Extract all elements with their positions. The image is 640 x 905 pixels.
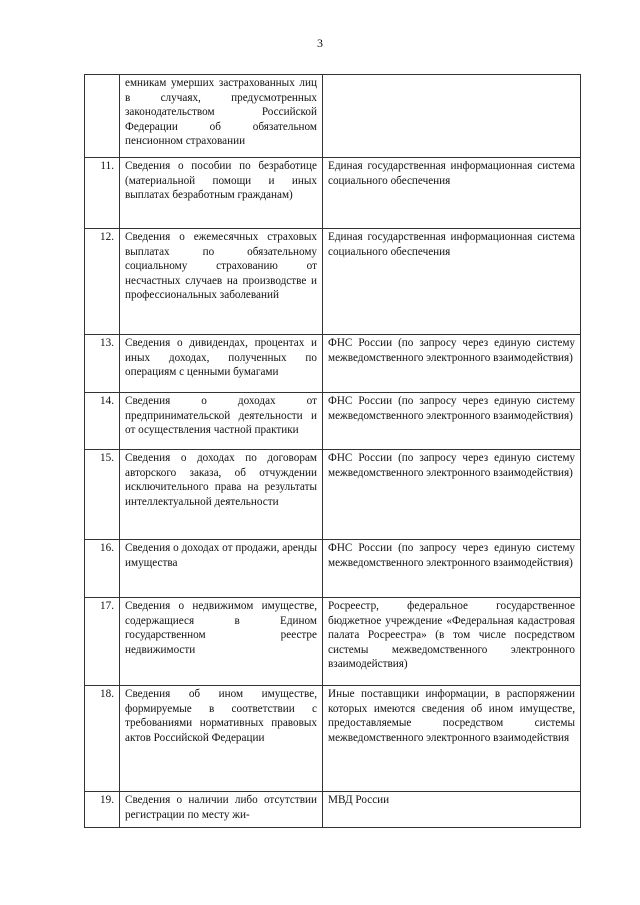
table-row (85, 540, 581, 598)
info-cell: Сведения о доходах по договорам авторского заказа, об отчуждении исключительного права на результаты интеллектуальной деятельности (120, 450, 323, 540)
source-cell (323, 75, 581, 158)
row-number: 19. (85, 792, 120, 828)
table-row (85, 158, 581, 229)
info-cell: Сведения о наличии либо отсутствии регистрации по месту жи- (120, 792, 323, 828)
table-row (85, 393, 581, 450)
info-cell: Сведения о доходах от продажи, аренды имущества (120, 540, 323, 598)
source-cell: Росреестр, федеральное государственное бюджетное учреждение «Федеральная кадастровая палата Росреестра» (в том числе посредством системы межведомственного электронного взаимодействия) (323, 598, 581, 686)
table-row (85, 686, 581, 792)
document-table (84, 74, 581, 828)
table-row (85, 75, 581, 158)
source-cell: ФНС России (по запросу через единую систему межведомственного электронного взаимодействия) (323, 450, 581, 540)
info-cell: Сведения о пособии по безработице (материальной помощи и иных выплатах безработным гражданам) (120, 158, 323, 229)
source-cell: Единая государственная информационная система социального обеспечения (323, 158, 581, 229)
source-cell: Иные поставщики информации, в распоряжении которых имеются сведения об ином имуществе, предоставляемые посредством системы межведомственного электронного взаимодействия (323, 686, 581, 792)
table-row (85, 229, 581, 335)
row-number: 18. (85, 686, 120, 792)
row-number: 12. (85, 229, 120, 335)
info-cell: Сведения о доходах от предпринимательской деятельности и от осуществления частной практики (120, 393, 323, 450)
info-cell: Сведения о недвижимом имуществе, содержащиеся в Едином государственном реестре недвижимости (120, 598, 323, 686)
row-number: 16. (85, 540, 120, 598)
info-cell: Сведения о ежемесячных страховых выплатах по обязательному социальному страхованию от несчастных случаев на производстве и профессиональных заболеваний (120, 229, 323, 335)
table-row (85, 335, 581, 393)
row-number (85, 75, 120, 158)
source-cell: МВД России (323, 792, 581, 828)
row-number: 15. (85, 450, 120, 540)
row-number: 17. (85, 598, 120, 686)
source-cell: Единая государственная информационная система социального обеспечения (323, 229, 581, 335)
source-cell: ФНС России (по запросу через единую систему межведомственного электронного взаимодействия) (323, 393, 581, 450)
source-cell: ФНС России (по запросу через единую систему межведомственного электронного взаимодействия) (323, 335, 581, 393)
table-row (85, 792, 581, 828)
table-row (85, 450, 581, 540)
info-cell: Сведения об ином имуществе, формируемые в соответствии с требованиями нормативных правовых актов Российской Федерации (120, 686, 323, 792)
info-cell: емникам умерших застрахованных лиц в случаях, предусмотренных законодательством Российской Федерации об обязательном пенсионном страховании (120, 75, 323, 158)
row-number: 13. (85, 335, 120, 393)
source-cell: ФНС России (по запросу через единую систему межведомственного электронного взаимодействия) (323, 540, 581, 598)
table-row (85, 598, 581, 686)
row-number: 14. (85, 393, 120, 450)
row-number: 11. (85, 158, 120, 229)
info-cell: Сведения о дивидендах, процентах и иных доходах, полученных по операциям с ценными бумагами (120, 335, 323, 393)
page-number: 3 (317, 36, 323, 50)
